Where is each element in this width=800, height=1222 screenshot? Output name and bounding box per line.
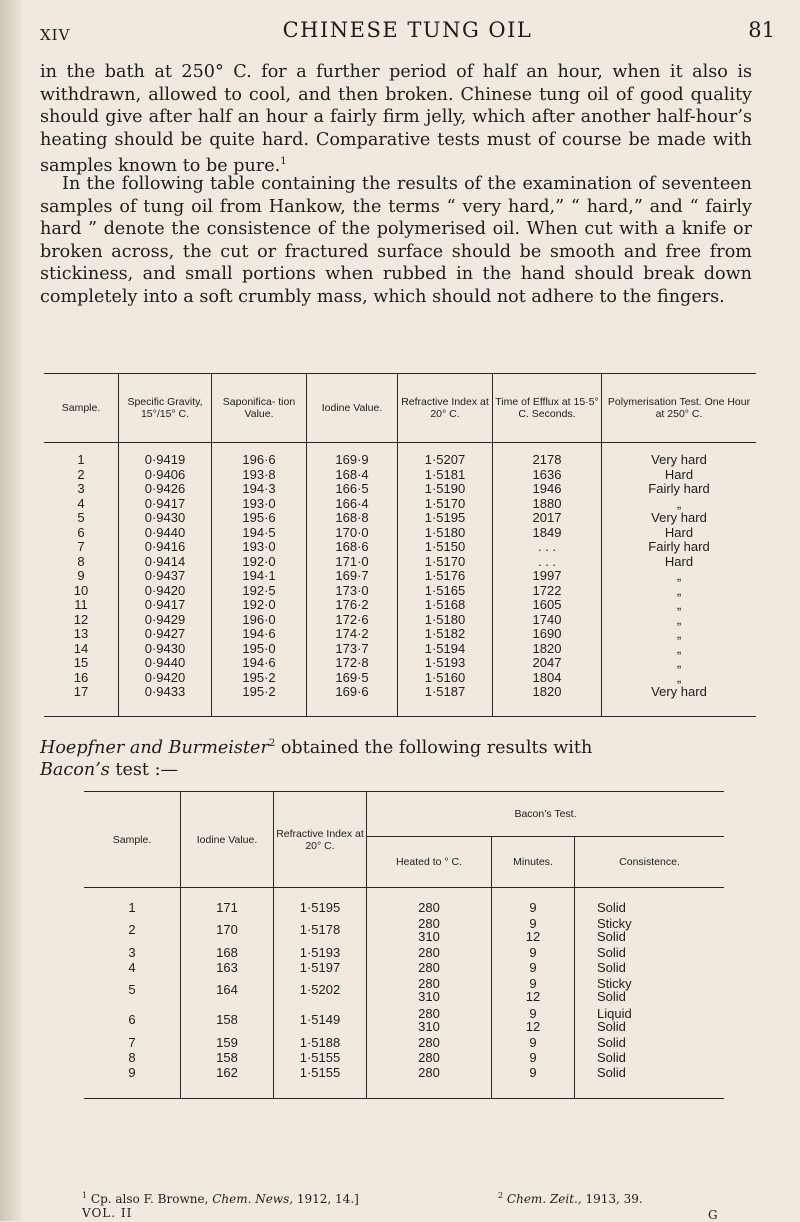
t2-sample: 7: [128, 1034, 136, 1050]
t2-consistence: Solid: [575, 888, 725, 916]
table-row: [84, 975, 724, 1005]
table-row: [84, 1005, 724, 1035]
t1-col-gravity: 0·9419 0·9406 0·9426 0·9417 0·9430 0·9440 0·9416 0·9414 0·9437 0·9420 0·9417 0·9429 0·9427 0·9430 0·9440 0·9420 0·9433: [119, 443, 212, 717]
t2-heated: 280 310: [367, 915, 492, 945]
paragraph-3: [40, 733, 752, 782]
t2-sample: 8: [128, 1049, 136, 1065]
t2-refractive: 1·5155: [274, 1065, 367, 1099]
t2-sample: 5: [128, 982, 136, 998]
t2-sample: 2: [128, 922, 136, 938]
signature-mark: G: [708, 1208, 718, 1222]
t2-iodine: 163: [181, 960, 274, 975]
paragraph-3-text: obtained the following results with: [275, 737, 593, 758]
t2-header-minutes: Minutes.: [492, 837, 575, 888]
t1-col-efflux: 2178 1636 1946 1880 2017 1849 . . . . . . 1997 1722 1605 1740 1690 1820 2047 1804 1820: [493, 443, 602, 717]
t2-header-sample: Sample.: [84, 792, 181, 888]
footnote-2-mark: 2: [498, 1191, 504, 1200]
t1-header-gravity: Specific Gravity, 15°/15° C.: [119, 374, 212, 443]
t2-consistence: Solid: [575, 1050, 725, 1065]
footnote-2: [498, 1191, 643, 1206]
t2-minutes: 9: [492, 945, 575, 960]
t2-iodine: 170: [181, 915, 274, 945]
t1-col-sample: 1 2 3 4 5 6 7 8 9 10 11 12 13 14 15 16 17: [73, 452, 89, 699]
t2-heated: 280: [367, 1035, 492, 1050]
t2-consistence: Solid: [575, 960, 725, 975]
table-row: [84, 888, 724, 916]
bacon-test-table: [84, 791, 724, 1099]
page-roman: XIV: [40, 26, 71, 44]
t1-header-sample: Sample.: [44, 374, 119, 443]
t2-iodine: 158: [181, 1005, 274, 1035]
paragraph-2: In the following table containing the results of the examination of seventeen samples of tung oil from Hankow, the terms “ very hard,” “ hard,” and “ fairly hard ” denote the consistence of the polymerised oil. When cut with a knife or broken across, the cut or fractured surface should be smooth and free from stickiness, and small portions when rubbed in the hand should break down completely into a soft crumbly mass, which should not adhere to the fingers.: [40, 174, 752, 307]
authors-italic: Hoepfner and Burmeister: [40, 737, 269, 758]
footnote-ref-1: 1: [280, 156, 287, 167]
t2-iodine: 164: [181, 975, 274, 1005]
t2-sample: 3: [128, 944, 136, 960]
t2-refractive: 1·5188: [274, 1035, 367, 1050]
t2-iodine: 158: [181, 1050, 274, 1065]
t2-iodine: 168: [181, 945, 274, 960]
t2-minutes: 9: [492, 1050, 575, 1065]
t1-header-efflux: Time of Efflux at 15·5° C. Seconds.: [493, 374, 602, 443]
t1-col-polymerisation: Very hard Hard Fairly hard „ Very hard Hard Fairly hard Hard „ „ „ „ „ „ „ „ Very hard: [602, 443, 757, 717]
table1-header-row: [44, 374, 756, 443]
t2-iodine: 171: [181, 888, 274, 916]
t1-header-saponification: Saponifica- tion Value.: [212, 374, 307, 443]
t2-header-consistence: Consistence.: [575, 837, 725, 888]
t2-iodine: 162: [181, 1065, 274, 1099]
t2-minutes: 9 12: [492, 975, 575, 1005]
paragraph-1-text: in the bath at 250° C. for a further period of half an hour, when it also is withdrawn, allowed to cool, and then broken. Chinese tung oil of good quality should give after half an hour a fairly firm jelly, which after another half-hour’s heating should be quite hard. Comparative tests must of course be made with samples known to be pure.: [40, 62, 752, 176]
t2-refractive: 1·5193: [274, 945, 367, 960]
t2-refractive: 1·5197: [274, 960, 367, 975]
footnote-1-end: 1912, 14.]: [293, 1192, 359, 1206]
t2-sample: 1: [128, 899, 136, 915]
t2-sample: 6: [128, 1012, 136, 1028]
t1-header-refractive: Refractive Index at 20° C.: [398, 374, 493, 443]
t1-col-saponification: 196·6 193·8 194·3 193·0 195·6 194·5 193·0 192·0 194·1 192·5 192·0 196·0 194·6 195·0 194·6 195·2 195·2: [212, 443, 307, 717]
bacon-italic: Bacon’s: [40, 760, 110, 781]
t2-refractive: 1·5149: [274, 1005, 367, 1035]
running-title: CHINESE TUNG OIL: [282, 18, 533, 42]
t2-heated: 280: [367, 960, 492, 975]
footnote-1-text: Cp. also F. Browne,: [87, 1192, 213, 1206]
t2-refractive: 1·5178: [274, 915, 367, 945]
t2-consistence: Sticky Solid: [575, 975, 725, 1005]
paragraph-1: [40, 61, 752, 177]
page-binding-shadow: [0, 0, 22, 1221]
tung-oil-samples-table: [44, 373, 756, 717]
t2-header-iodine: Iodine Value.: [181, 792, 274, 888]
t2-consistence: Solid: [575, 1035, 725, 1050]
t2-consistence: Sticky Solid: [575, 915, 725, 945]
table2-header-row-1: [84, 792, 724, 837]
volume-line: VOL. II: [82, 1206, 133, 1220]
t2-consistence: Liquid Solid: [575, 1005, 725, 1035]
t2-heated: 280: [367, 945, 492, 960]
table-row: [84, 1050, 724, 1065]
table1-body-row: [44, 443, 756, 717]
t2-minutes: 9: [492, 960, 575, 975]
t2-minutes: 9: [492, 888, 575, 916]
t2-sample: 4: [128, 959, 136, 975]
footnote-2-journal: Chem. Zeit.,: [506, 1192, 582, 1206]
t2-refractive: 1·5202: [274, 975, 367, 1005]
t2-heated: 280: [367, 1065, 492, 1099]
footnote-1-journal: Chem. News,: [212, 1192, 294, 1206]
t2-heated: 280: [367, 1050, 492, 1065]
paragraph-3-end: test :—: [109, 760, 179, 781]
t2-minutes: 9 12: [492, 1005, 575, 1035]
t2-refractive: 1·5155: [274, 1050, 367, 1065]
footnote-1-mark: 1: [82, 1191, 88, 1200]
footnote-1: [82, 1191, 359, 1206]
table-row: [84, 960, 724, 975]
t2-header-refractive: Refractive Index at 20° C.: [274, 792, 367, 888]
t2-refractive: 1·5195: [274, 888, 367, 916]
page-number: 81: [748, 18, 775, 42]
t2-header-heated: Heated to ° C.: [367, 837, 492, 888]
t2-heated: 280 310: [367, 1005, 492, 1035]
t2-iodine: 159: [181, 1035, 274, 1050]
t1-col-refractive: 1·5207 1·5181 1·5190 1·5170 1·5195 1·5180 1·5150 1·5170 1·5176 1·5165 1·5168 1·5180 1·5182 1·5194 1·5193 1·5160 1·5187: [398, 443, 493, 717]
table-row: [84, 1065, 724, 1099]
t2-heated: 280 310: [367, 975, 492, 1005]
table-row: [84, 1035, 724, 1050]
t2-minutes: 9 12: [492, 915, 575, 945]
t2-minutes: 9: [492, 1065, 575, 1099]
t1-col-iodine: 169·9 168·4 166·5 166·4 168·8 170·0 168·6 171·0 169·7 173·0 176·2 172·6 174·2 173·7 172·8 169·5 169·6: [307, 443, 398, 717]
t2-minutes: 9: [492, 1035, 575, 1050]
t1-header-polymerisation: Polymerisation Test. One Hour at 250° C.: [602, 374, 757, 443]
t2-header-bacon: Bacon’s Test.: [367, 792, 725, 837]
t2-heated: 280: [367, 888, 492, 916]
table-row: [84, 915, 724, 945]
running-header: [40, 18, 775, 48]
t2-consistence: Solid: [575, 945, 725, 960]
t2-consistence: Solid: [575, 1065, 725, 1099]
table-row: [84, 945, 724, 960]
footnote-ref-2: 2: [268, 738, 276, 749]
t2-sample: 9: [128, 1064, 136, 1080]
t1-header-iodine: Iodine Value.: [307, 374, 398, 443]
footnote-2-end: 1913, 39.: [581, 1192, 643, 1206]
